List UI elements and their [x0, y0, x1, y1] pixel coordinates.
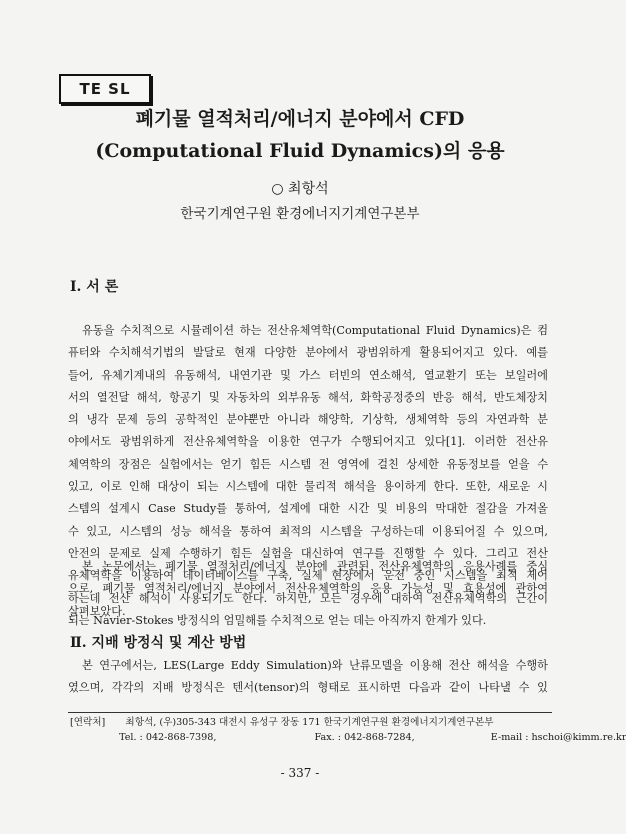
- section-heading-introduction: Ⅰ. 서 론: [70, 279, 119, 295]
- footnote-divider: [68, 712, 552, 713]
- author-name: ○ 최항석: [271, 181, 329, 197]
- governing-paragraph: [68, 655, 548, 700]
- text-line: 수 있고, 시스템의 성능 해석을 통하여 최적의 시스템을 구성하는데 이용되어질 수 있으며,: [68, 524, 548, 538]
- text-line: 의 냉각 문제 등의 공학적인 분야뿐만 아니라 해양학, 기상학, 생체역학 등의 자연과학 분: [68, 413, 548, 427]
- text-line: 서의 열전달 해석, 항공기 및 자동차의 외부유동 해석, 화학공정중의 반응 해석, 반도체장치: [68, 390, 548, 404]
- footnote-contact-numbers: [70, 731, 626, 745]
- text-line: 본 논문에서는 폐기물 열적처리/에너지 분야에 관련된 전산유체역학의 응용사례를 중심: [82, 560, 548, 573]
- footnote-address: 최항석, (우)305-343 대전시 유성구 장동 171 한국기계연구원 환경에너지기계연구본부: [125, 717, 494, 728]
- footnote-label: [연락처]: [70, 717, 106, 728]
- text-line: 살펴보았다.: [68, 604, 126, 618]
- author-affiliation: 한국기계연구원 환경에너지기계연구본부: [180, 206, 420, 222]
- text-line: 으로, 폐기물 열적처리/에너지 분야에서 전산유체역학의 응용 가능성 및 효용성에 관하여: [68, 582, 548, 596]
- footnote-email: E-mail : hschoi@kimm.re.kr: [490, 732, 626, 743]
- text-line: 스템의 설계시 Case Study를 통하여, 설계에 대한 시간 및 비용의 막대한 절감을 가져올: [68, 502, 548, 516]
- text-line: 되는 Navier-Stokes 방정식의 엄밀해를 수치적으로 얻는 데는 아직까지 한계가 있다.: [68, 613, 487, 627]
- footnote-fax: Fax. : 042-868-7284,: [314, 732, 415, 743]
- text-line: 있고, 이로 인해 대상이 되는 시스템에 대한 물리적 해석을 용이하게 한다. 또한, 새로운 시: [68, 480, 548, 494]
- text-line: 야에서도 광범위하게 전산유체역학을 이용한 연구가 수행되어지고 있다[1]. 이러한 전산유: [68, 435, 548, 449]
- section-heading-governing-equations: Ⅱ. 지배 방정식 및 계산 방법: [70, 635, 247, 651]
- text-line: 들어, 유체기계내의 유동해석, 내연기관 및 가스 터빈의 연소해석, 열교환기 또는 보일러에: [68, 368, 548, 382]
- page-number: - 337 -: [280, 766, 320, 780]
- intro-paragraph-2-body: [68, 556, 548, 623]
- text-line: 안전의 문제로 실제 수행하기 힘든 실험을 대신하여 연구를 진행할 수 있다. 그리고 전산: [68, 546, 548, 560]
- text-line: 유체역학을 이용하여 데이터베이스를 구축, 실제 현장에서 운전 중인 시스템을 최적 제어: [68, 569, 548, 583]
- text-line: 본 연구에서는, LES(Large Eddy Simulation)와 난류모델을 이용해 전산 해석을 수행하: [82, 659, 548, 672]
- paper-title-line1: 폐기물 열적처리/에너지 분야에서 CFD: [135, 108, 465, 130]
- text-line: 퓨터와 수치해석기법의 발달로 현재 다양한 분야에서 광범위하게 활용되어지고 있다. 예를: [68, 346, 548, 360]
- text-line: 였으며, 각각의 지배 방정식은 텐서(tensor)의 형태로 표시하면 다음과 같이 나타낼 수 있: [68, 681, 548, 695]
- text-line: 유동을 수치적으로 시뮬레이션 하는 전산유체역학(Computational Fluid Dynamics)은 컴: [82, 324, 548, 337]
- footnote-tel: Tel. : 042-868-7398,: [119, 732, 217, 743]
- text-line: 체역학의 장점은 실험에서는 얻기 힘든 시스템 전 영역에 걸친 상세한 유동정보를 얻을 수: [68, 457, 548, 471]
- text-line: 하는데 전산 해석이 사용되기도 한다. 하지만, 모든 경우에 대하여 전산유체역학의 근간이: [68, 591, 548, 605]
- journal-badge: TE SL: [59, 74, 151, 104]
- footnote-contact: [70, 716, 554, 730]
- paper-title-line2: (Computational Fluid Dynamics)의 응용: [95, 140, 505, 162]
